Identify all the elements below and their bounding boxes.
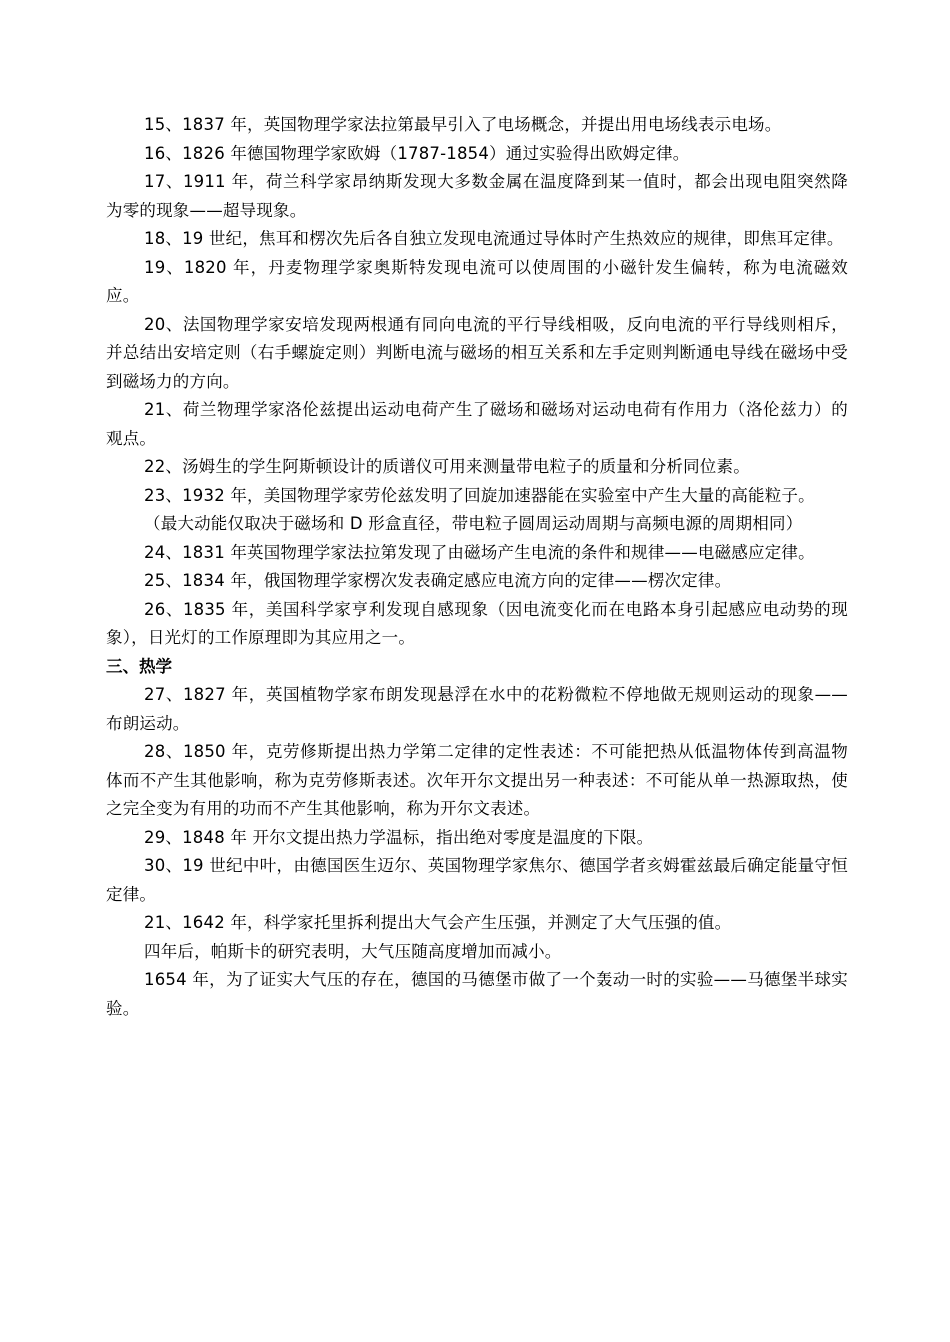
paragraph-24: 24、1831 年英国物理学家法拉第发现了由磁场产生电流的条件和规律——电磁感应定律。 <box>144 542 815 562</box>
paragraph-19: 19、1820 年，丹麦物理学家奥斯特发现电流可以使周围的小磁针发生偏转，称为电流磁效应。 <box>106 257 848 305</box>
paragraph-16: 16、1826 年德国物理学家欧姆（1787-1854）通过实验得出欧姆定律。 <box>144 143 690 163</box>
paragraph-15: 15、1837 年，英国物理学家法拉第最早引入了电场概念，并提出用电场线表示电场。 <box>144 115 782 134</box>
document-body <box>106 111 848 1023</box>
paragraph-27: 27、1827 年，英国植物学家布朗发现悬浮在水中的花粉微粒不停地做无规则运动的现象——布朗运动。 <box>106 685 848 733</box>
paragraph-21-torricelli: 21、1642 年，科学家托里拆利提出大气会产生压强，并测定了大气压强的值。 <box>144 913 732 932</box>
paragraph-23-note: （最大动能仅取决于磁场和 D 形盒直径，带电粒子圆周运动周期与高频电源的周期相同） <box>144 514 803 533</box>
paragraph-30: 30、19 世纪中叶，由德国医生迈尔、英国物理学家焦尔、德国学者亥姆霍兹最后确定能量守恒定律。 <box>106 856 848 904</box>
section-heading-thermodynamics: 三、热学 <box>106 656 172 676</box>
paragraph-18: 18、19 世纪，焦耳和楞次先后各自独立发现电流通过导体时产生热效应的规律，即焦耳定律。 <box>144 229 844 248</box>
paragraph-26: 26、1835 年，美国科学家亨利发现自感现象（因电流变化而在电路本身引起感应电动势的现象），日光灯的工作原理即为其应用之一。 <box>106 599 848 647</box>
paragraph-20: 20、法国物理学家安培发现两根通有同向电流的平行导线相吸，反向电流的平行导线则相斥，并总结出安培定则（右手螺旋定则）判断电流与磁场的相互关系和左手定则判断通电导线在磁场中受到磁场力的方向。 <box>106 314 848 391</box>
paragraph-magdeburg: 1654 年，为了证实大气压的存在，德国的马德堡市做了一个轰动一时的实验——马德堡半球实验。 <box>106 970 848 1018</box>
paragraph-21-lorentz: 21、荷兰物理学家洛伦兹提出运动电荷产生了磁场和磁场对运动电荷有作用力（洛伦兹力）的观点。 <box>106 400 848 448</box>
paragraph-28: 28、1850 年，克劳修斯提出热力学第二定律的定性表述：不可能把热从低温物体传到高温物体而不产生其他影响，称为克劳修斯表述。次年开尔文提出另一种表述：不可能从单一热源取热，使之完全变为有用的功而不产生其他影响，称为开尔文表述。 <box>106 742 848 818</box>
paragraph-17: 17、1911 年，荷兰科学家昂纳斯发现大多数金属在温度降到某一值时，都会出现电阻突然降为零的现象——超导现象。 <box>106 172 848 220</box>
paragraph-29: 29、1848 年 开尔文提出热力学温标，指出绝对零度是温度的下限。 <box>144 827 654 847</box>
paragraph-22: 22、汤姆生的学生阿斯顿设计的质谱仪可用来测量带电粒子的质量和分析同位素。 <box>144 457 750 476</box>
paragraph-25: 25、1834 年，俄国物理学家楞次发表确定感应电流方向的定律——楞次定律。 <box>144 571 732 590</box>
paragraph-pascal: 四年后，帕斯卡的研究表明，大气压随高度增加而减小。 <box>144 941 562 961</box>
paragraph-23: 23、1932 年，美国物理学家劳伦兹发明了回旋加速器能在实验室中产生大量的高能粒子。 <box>144 485 815 505</box>
